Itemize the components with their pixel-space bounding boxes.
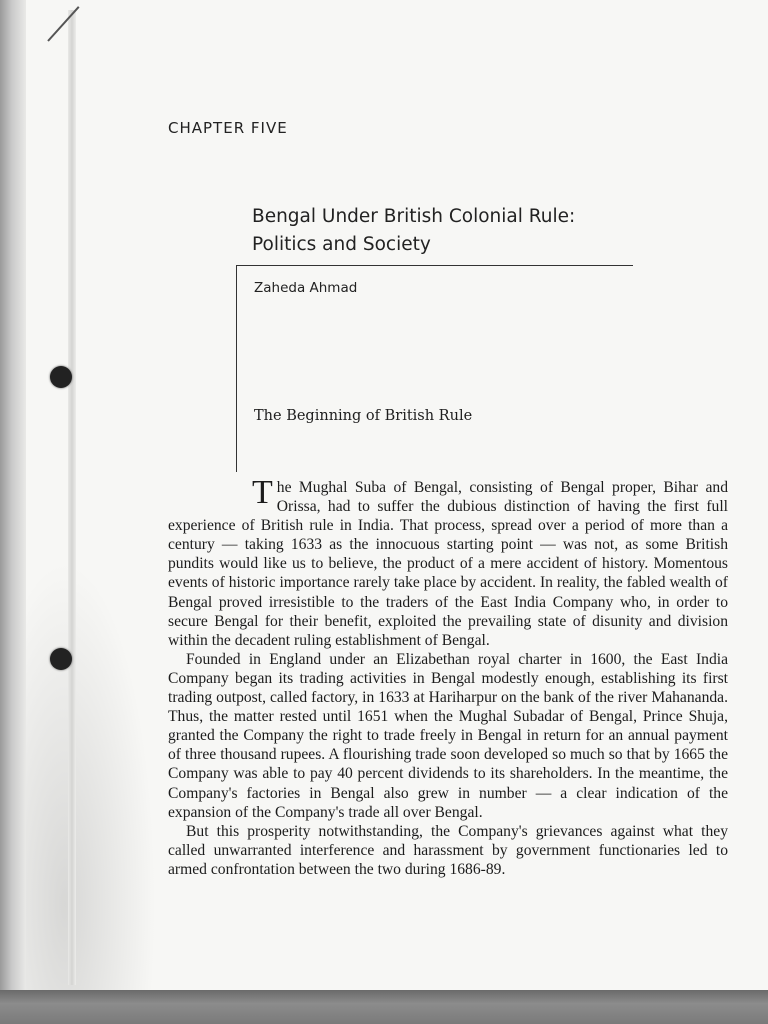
punch-hole-bottom [50, 648, 72, 670]
title-rule [236, 265, 633, 266]
chapter-title [252, 203, 575, 259]
body-text [168, 474, 728, 879]
chapter-title-line-2: Politics and Society [252, 234, 431, 255]
section-heading: The Beginning of British Rule [254, 408, 473, 424]
scan-bottom-edge [0, 990, 768, 1024]
paragraph-2: Founded in England under an Elizabethan royal charter in 1600, the East India Company began its trading activities in Bengal modestly enough, establishing its first trading outpost, called factory, in 1633 at Hariharpur on the bank of the river Mahananda. Thus, the matter rested until 1651 when the Mughal Subadar of Bengal, Prince Shuja, granted the Company the right to trade freely in Bengal in return for an annual payment of three thousand rupees. A flourishing trade soon developed so much so that by 1665 the Company was able to pay 40 percent dividends to its shareholders. In the meantime, the Company's factories in Bengal also grew in number — a clear indication of the expansion of the Company's trade all over Bengal. [168, 650, 728, 821]
page-shadow [26, 560, 156, 990]
scan-left-edge [0, 0, 26, 1024]
author-name: Zaheda Ahmad [254, 280, 358, 296]
paragraph-1-text: he Mughal Suba of Bengal, consisting of Bengal proper, Bihar and Orissa, had to suffer the dubious distinction of having the first full experience of British rule in India. That process, spread over a period of more than a century — taking 1633 as the innocuous starting point — was not, as some British pundits would like us to believe, the product of a mere accident of history. Momentous events of historic importance rarely take place by accident. In reality, the fabled wealth of Bengal proved irresistible to the traders of the East India Company who, in order to secure Bengal for their benefit, exploited the prevailing state of disunity and division within the decadent ruling establishment of Bengal. [168, 479, 728, 649]
chapter-label: CHAPTER FIVE [168, 119, 288, 137]
punch-hole-top [50, 366, 72, 388]
paragraph-1 [168, 474, 728, 650]
page-fold [68, 10, 76, 985]
paragraph-3: But this prosperity notwithstanding, the Company's grievances against what they called unwarranted interference and harassment by government functionaries led to armed confrontation between the two during 1686-89. [168, 822, 728, 878]
chapter-title-line-1: Bengal Under British Colonial Rule: [252, 206, 576, 227]
vertical-rule [236, 265, 237, 472]
drop-cap: T [252, 474, 273, 511]
